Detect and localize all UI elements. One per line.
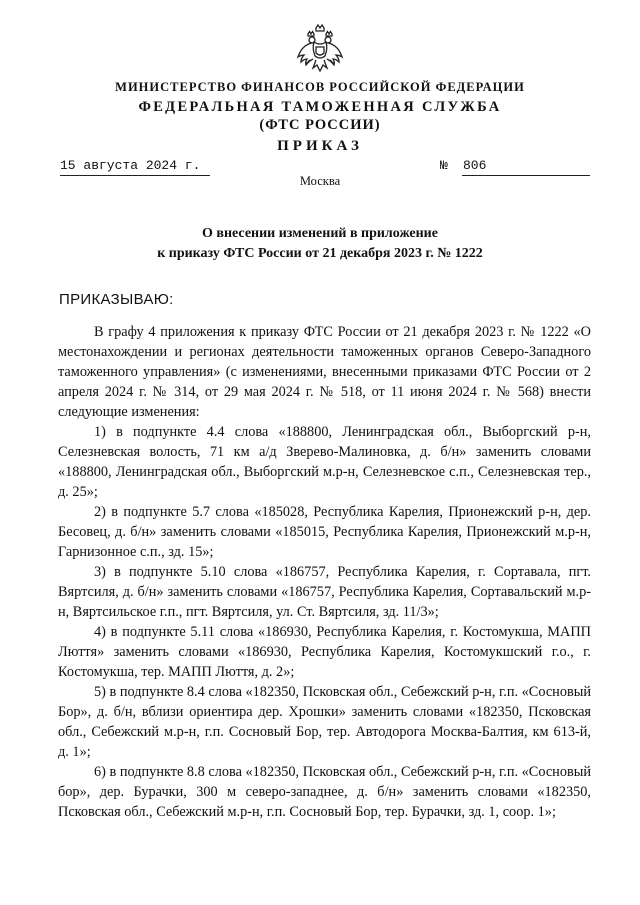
document-title [0,224,640,264]
paragraph-intro: В графу 4 приложения к приказу ФТС России от 21 декабря 2023 г. № 1222 «О местонахождении и регионах деятельности таможенных органов Северо-Западного таможенного управления» (с изменениями, внесенными приказами ФТС России от 2 апреля 2024 г. № 314, от 29 мая 2024 г. № 518, от 11 июня 2024 г. № 568) внести следующие изменения: [58,324,591,420]
paragraph-item-1: 1) в подпункте 4.4 слова «188800, Ленинградская обл., Выборгский р-н, Селезневская волость, 71 км а/д Зверево-Малиновка, д. б/н» заменить словами «188800, Ленинградская обл., Выборгский м.р-н, Селезневское с.п., Селезневская тер., д. 25»; [58,424,591,500]
order-number [440,158,590,173]
title-line-2: к приказу ФТС России от 21 декабря 2023 г. № 1222 [157,246,483,261]
order-number-value: 806 [463,158,487,173]
document-body [58,322,591,822]
paragraph-item-3: 3) в подпункте 5.10 слова «186757, Республика Карелия, г. Сортавала, пгт. Вяртсиля, д. б/н» заменить словами «186757, Республика Карелия, Сортавальский м.р-н, Вяртсильское г.п., пгт. Вяртсиля, ул. Ст. Вяртсиля, зд. 11/3»; [58,564,591,620]
coat-of-arms-icon [296,24,344,78]
paragraph-item-5: 5) в подпункте 8.4 слова «182350, Псковская обл., Себежский р-н, г.п. «Сосновый Бор», д. б/н, вблизи ориентира дер. Хрошки» заменить словами «182350, Псковская обл., Себежский м.р-н, г.п. Сосновый Бор, тер. Автодорога Москва-Балтия, км 613-й, д. 1»; [58,684,591,760]
paragraph-item-2: 2) в подпункте 5.7 слова «185028, Республика Карелия, Прионежский р-н, дер. Бесовец, д. б/н» заменить словами «185015, Республика Карелия, Прионежский м.р-н, Гарнизонное с.п., зд. 15»; [58,504,591,560]
paragraph-item-4: 4) в подпункте 5.11 слова «186930, Республика Карелия, г. Костомукша, МАПП Люття» заменить словами «186930, Республика Карелия, Костомукшский г.о., г. Костомукша, тер. МАПП Люття, д. 2»; [58,624,591,680]
paragraph-item-6: 6) в подпункте 8.8 слова «182350, Псковская обл., Себежский р-н, г.п. «Сосновый бор», дер. Бурачки, 300 м северо-западнее, д. б/н» заменить словами «182350, Псковская обл., Себежский м.р-н, г.п. Сосновый Бор, тер. Бурачки, зд. 1, соор. 1»; [58,764,591,820]
city: Москва [299,174,341,188]
title-line-1: О внесении изменений в приложение [202,226,438,241]
order-word: ПРИКАЗЫВАЮ: [59,291,174,308]
number-sign: № [440,158,448,173]
order-date-value: 15 августа 2024 г. [60,158,201,173]
order-date [60,158,210,173]
document-type: ПРИКАЗ [277,138,363,154]
ministry-name: МИНИСТЕРСТВО ФИНАНСОВ РОССИЙСКОЙ ФЕДЕРАЦИИ [115,80,525,94]
service-name: ФЕДЕРАЛЬНАЯ ТАМОЖЕННАЯ СЛУЖБА [138,99,502,115]
service-abbreviation: (ФТС РОССИИ) [259,117,381,133]
